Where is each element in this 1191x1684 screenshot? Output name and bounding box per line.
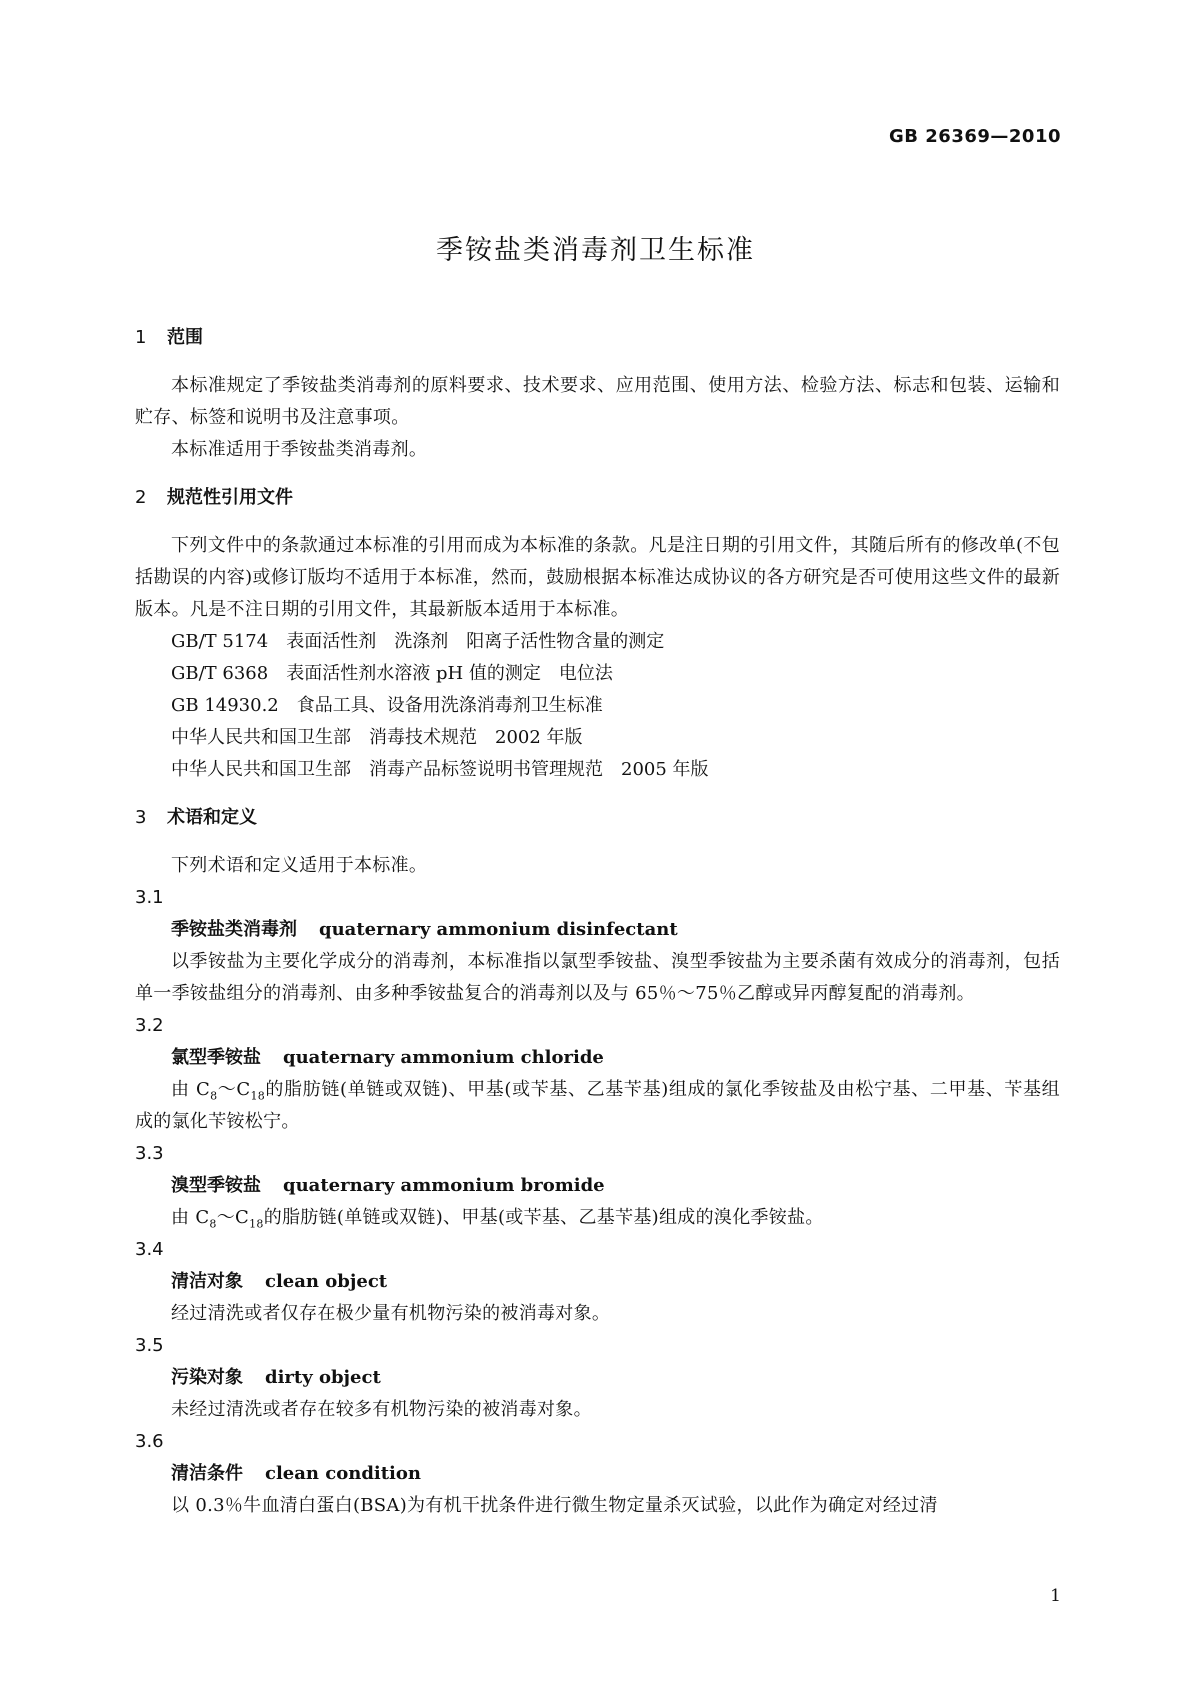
section-heading-scope	[135, 322, 1060, 354]
document-title: 季铵盐类消毒剂卫生标准	[436, 235, 755, 266]
reference-item: GB/T 6368 表面活性剂水溶液 pH 值的测定 电位法	[171, 663, 613, 684]
term-title: 氯型季铵盐 quaternary ammonium chloride	[171, 1047, 604, 1068]
term-definition: 以 0.3％牛血清白蛋白(BSA)为有机干扰条件进行微生物定量杀灭试验，以此作为确定对经过清	[171, 1495, 938, 1516]
paragraph: 下列文件中的条款通过本标准的引用而成为本标准的条款。凡是注日期的引用文件，其随后所有的修改单(不包括勘误的内容)或修订版均不适用于本标准，然而，鼓励根据本标准达成协议的各方研究是否可使用这些文件的最新版本。凡是不注日期的引用文件，其最新版本适用于本标准。	[135, 535, 1060, 620]
term-definition: 由 $C_8\sim C_{18}$的脂肪链(单链或双链)、甲基(或苄基、乙基苄基)组成的溴化季铵盐。	[171, 1207, 824, 1231]
paragraph: 本标准适用于季铵盐类消毒剂。	[171, 439, 428, 460]
clause-number: 3.2	[135, 1015, 164, 1036]
section-title: 术语和定义	[167, 807, 257, 828]
term-definition: 经过清洗或者仅存在极少量有机物污染的被消毒对象。	[171, 1303, 611, 1324]
clause-number: 3.5	[135, 1335, 164, 1356]
term-definition: 以季铵盐为主要化学成分的消毒剂，本标准指以氯型季铵盐、溴型季铵盐为主要杀菌有效成分的消毒剂，包括单一季铵盐组分的消毒剂、由多种季铵盐复合的消毒剂以及与 65％～75％乙醇或异丙醇复配的消毒剂。	[135, 951, 1060, 1004]
term-title: 污染对象 dirty object	[171, 1367, 381, 1388]
term-title: 清洁条件 clean condition	[171, 1463, 421, 1484]
paragraph: 本标准规定了季铵盐类消毒剂的原料要求、技术要求、应用范围、使用方法、检验方法、标志和包装、运输和贮存、标签和说明书及注意事项。	[135, 375, 1060, 428]
clause-number: 3.6	[135, 1431, 164, 1452]
document-body	[135, 322, 1060, 1522]
term-title: 季铵盐类消毒剂 quaternary ammonium disinfectant	[171, 919, 678, 940]
term-title: 溴型季铵盐 quaternary ammonium bromide	[171, 1175, 605, 1196]
section-title: 范围	[167, 327, 203, 348]
reference-item: 中华人民共和国卫生部 消毒产品标签说明书管理规范 2005 年版	[171, 759, 709, 780]
section-heading-references	[135, 482, 1060, 514]
reference-item: GB 14930.2 食品工具、设备用洗涤消毒剂卫生标准	[171, 695, 603, 716]
section-number: 1	[135, 327, 147, 348]
page-number: 1	[1050, 1586, 1061, 1606]
reference-item: GB/T 5174 表面活性剂 洗涤剂 阳离子活性物含量的测定	[171, 631, 665, 652]
section-title: 规范性引用文件	[167, 487, 293, 508]
paragraph: 下列术语和定义适用于本标准。	[171, 855, 428, 876]
clause-number: 3.1	[135, 887, 164, 908]
term-definition: 由 $C_8\sim C_{18}$的脂肪链(单链或双链)、甲基(或苄基、乙基苄基)组成的氯化季铵盐及由松宁基、二甲基、苄基组成的氯化苄铵松宁。	[135, 1079, 1060, 1132]
section-number: 2	[135, 487, 147, 508]
standard-code: GB 26369—2010	[889, 126, 1061, 147]
section-heading-terms	[135, 802, 1060, 834]
clause-number: 3.4	[135, 1239, 164, 1260]
section-number: 3	[135, 807, 147, 828]
term-title: 清洁对象 clean object	[171, 1271, 388, 1292]
reference-item: 中华人民共和国卫生部 消毒技术规范 2002 年版	[171, 727, 583, 748]
clause-number: 3.3	[135, 1143, 164, 1164]
term-definition: 未经过清洗或者存在较多有机物污染的被消毒对象。	[171, 1399, 592, 1420]
